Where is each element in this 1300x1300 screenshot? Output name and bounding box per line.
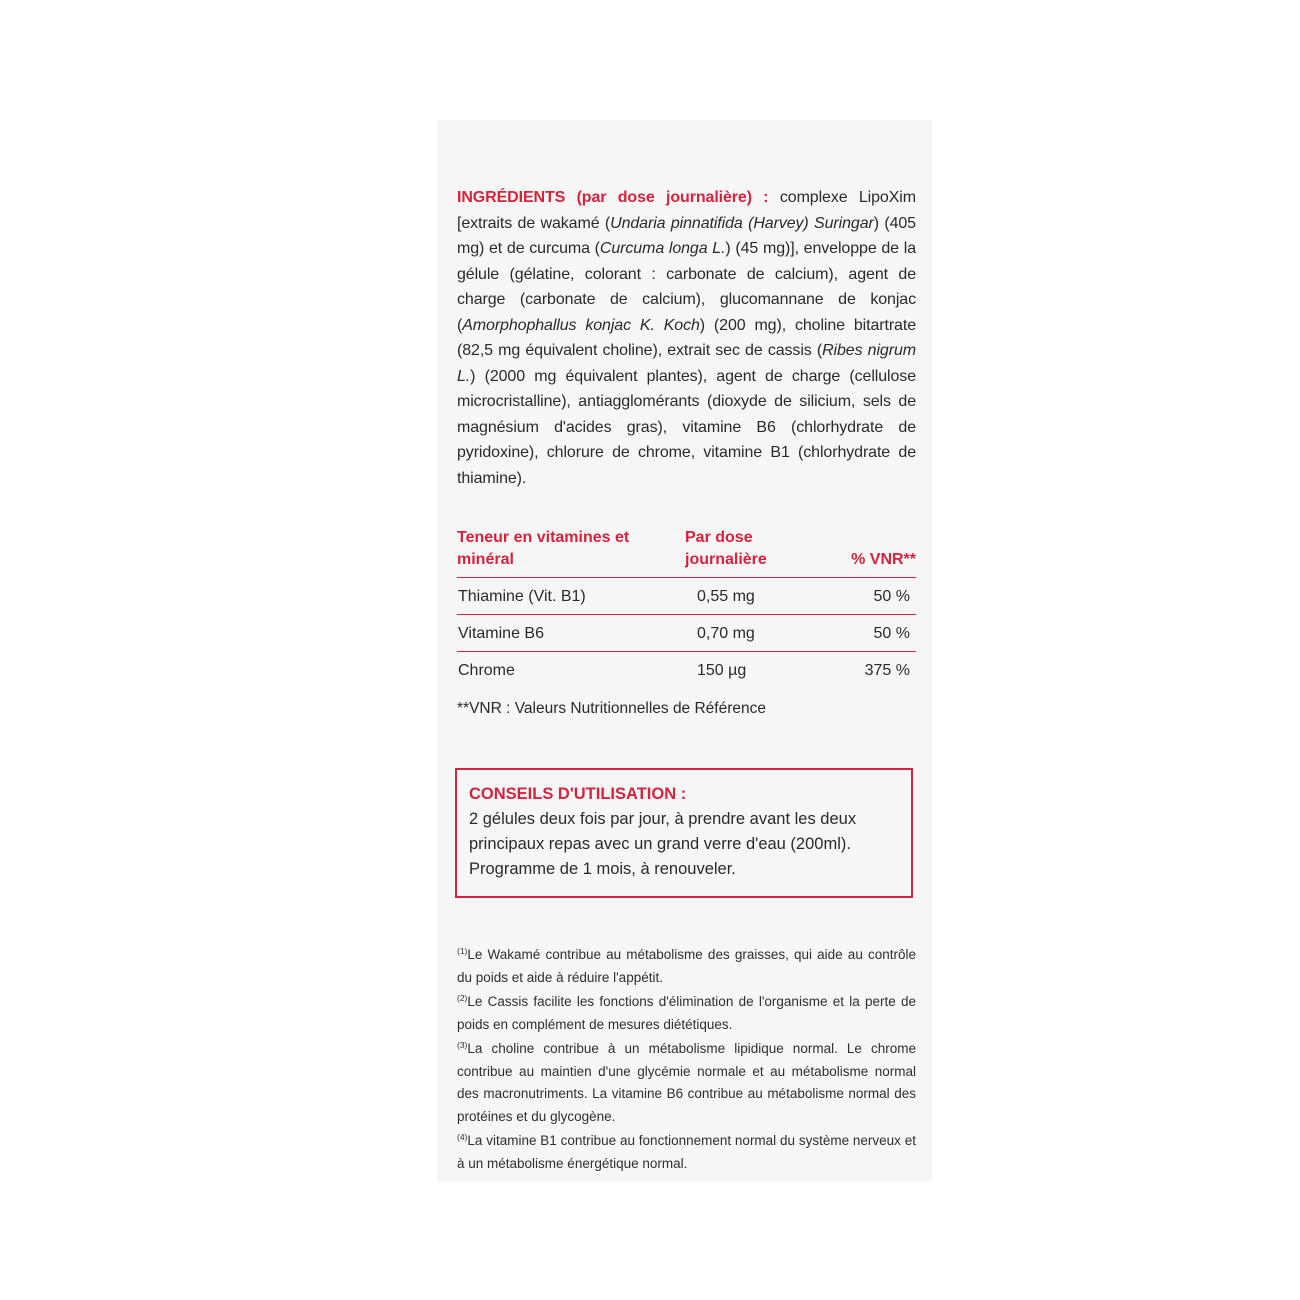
nutrient-dose: 0,70 mg — [697, 625, 755, 642]
ingredients-text-part: complexe LipoXim [extraits de wakamé ( — [457, 189, 916, 232]
ingredients-text — [457, 185, 916, 491]
nutrient-name: Vitamine B6 — [458, 625, 544, 642]
header-nutrient: Teneur en vitamines et minéral — [457, 529, 630, 568]
table-row — [457, 651, 916, 688]
nutrient-name: Chrome — [458, 662, 515, 679]
ingredients-text-part: ) (405 mg) et de curcuma ( — [457, 214, 916, 257]
usage-advice-title: CONSEILS D'UTILISATION : — [469, 785, 687, 803]
footnote-ref: (1) — [457, 946, 468, 956]
ingredients-text-part: ) (2000 mg équivalent plantes), agent de charge (cellulose microcristalline), antiagglomérants (dioxyde de silicium, sels de magnésium d'acides gras), vitamine B6 (chlorhydrate de pyridoxine), chlorure de chrome, vitamine B1 (chlorhydrate de thiamine). — [457, 367, 916, 487]
species-name: Ribes nigrum L. — [457, 342, 916, 385]
nutrient-name: Thiamine (Vit. B1) — [458, 588, 586, 605]
footnote-item — [457, 1038, 916, 1128]
nutrition-table — [457, 527, 916, 718]
usage-advice-text: 2 gélules deux fois par jour, à prendre avant les deux principaux repas avec un grand verre d'eau (200ml). Programme de 1 mois, à renouveler. — [469, 810, 857, 878]
ingredients-heading: INGRÉDIENTS (par dose journalière) : — [457, 189, 769, 206]
ingredients-text-part: ) (45 mg)], enveloppe de la gélule (gélatine, colorant : carbonate de calcium), agent de charge (carbonate de calcium), glucomannane de konjac ( — [457, 240, 916, 334]
footnote-ref: (3) — [457, 1040, 468, 1050]
footnote-text: Le Wakamé contribue au métabolisme des graisses, qui aide au contrôle du poids et aide à réduire l'appétit. — [457, 947, 916, 985]
nutrient-vnr: 50 % — [873, 625, 910, 642]
ingredients-text-part: ) (200 mg), choline bitartrate (82,5 mg équivalent choline), extrait sec de cassis ( — [457, 316, 916, 359]
footnotes — [457, 944, 916, 1177]
footnote-text: La vitamine B1 contribue au fonctionnement normal du système nerveux et à un métabolisme énergétique normal. — [457, 1133, 916, 1171]
footnote-text: Le Cassis facilite les fonctions d'élimination de l'organisme et la perte de poids en complément de mesures diététiques. — [457, 994, 916, 1032]
usage-advice-box — [455, 768, 913, 898]
species-name: Curcuma longa L. — [599, 240, 726, 257]
footnote-ref: (4) — [457, 1132, 468, 1142]
nutrient-vnr: 375 % — [864, 662, 910, 679]
footnote-item — [457, 1130, 916, 1175]
footnote-text: La choline contribue à un métabolisme lipidique normal. Le chrome contribue au maintien d'une glycémie normale et au métabolisme normal des macronutriments. La vitamine B6 contribue au métabolisme normal des protéines et du glycogène. — [457, 1041, 916, 1124]
footnote-item — [457, 944, 916, 989]
nutrient-vnr: 50 % — [873, 588, 910, 605]
nutrition-table-header — [457, 527, 916, 577]
vnr-footnote: **VNR : Valeurs Nutritionnelles de Référence — [457, 700, 767, 717]
footnote-item — [457, 991, 916, 1036]
footnote-ref: (2) — [457, 993, 468, 1003]
table-row — [457, 614, 916, 651]
nutrient-dose: 0,55 mg — [697, 588, 755, 605]
table-row — [457, 577, 916, 614]
species-name: Amorphophallus konjac K. Koch — [462, 316, 700, 334]
nutrient-dose: 150 µg — [697, 662, 747, 679]
header-vnr: % VNR** — [851, 551, 916, 568]
header-daily-dose: Par dose journalière — [685, 529, 767, 568]
species-name: Undaria pinnatifida (Harvey) Suringar — [610, 214, 874, 232]
ingredients-section — [457, 185, 916, 491]
